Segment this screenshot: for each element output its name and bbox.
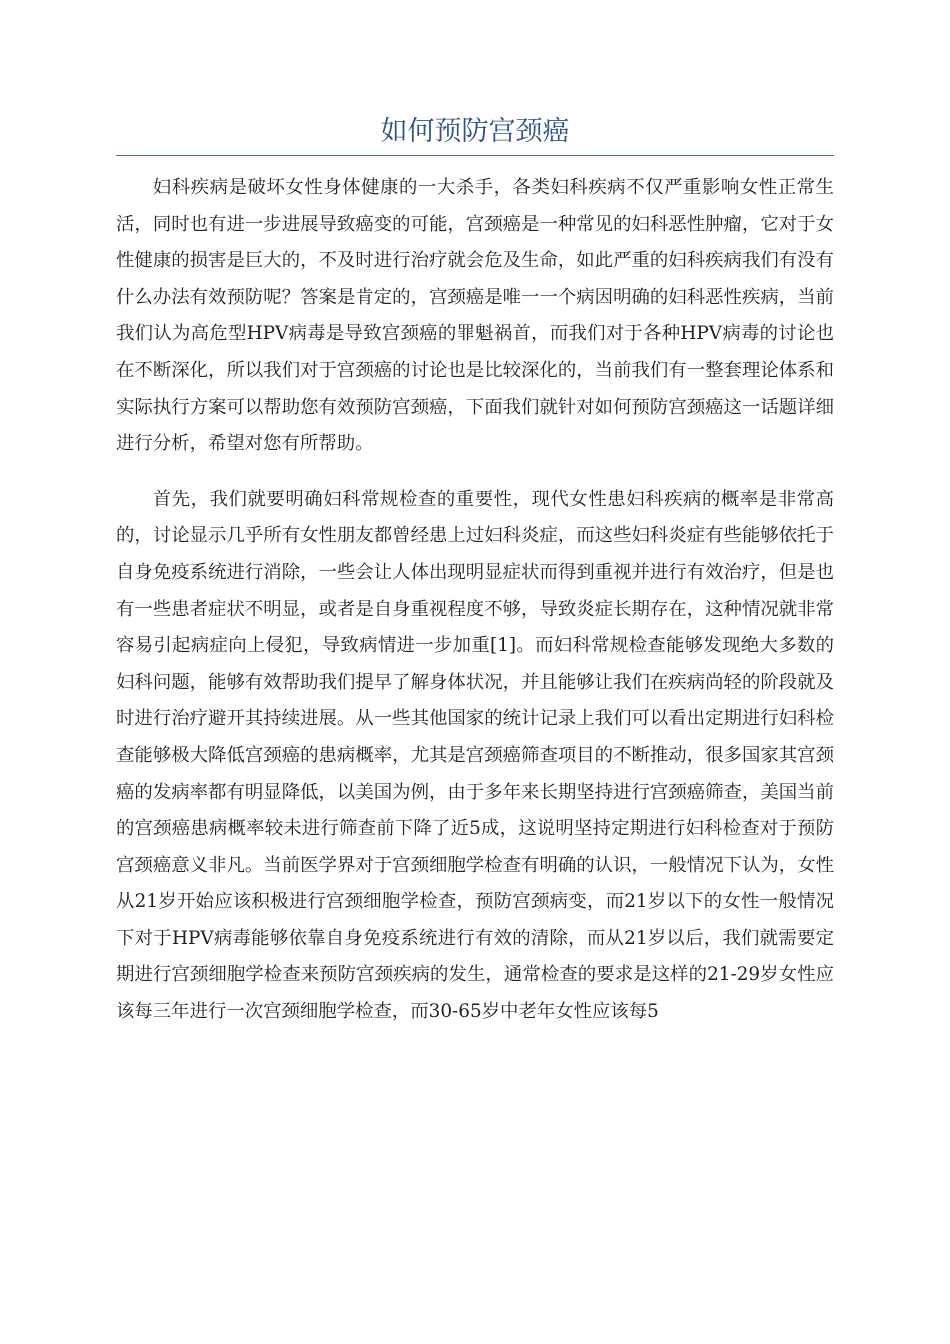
- title-underline: [116, 155, 834, 156]
- document-body: [116, 170, 834, 1031]
- document-title: 如何预防宫颈癌: [380, 116, 570, 147]
- body-paragraph-1: 妇科疾病是破坏女性身体健康的一大杀手，各类妇科疾病不仅严重影响女性正常生活，同时也有进一步进展导致癌变的可能，宫颈癌是一种常见的妇科恶性肿瘤，它对于女性健康的损害是巨大的，不及时进行治疗就会危及生命，如此严重的妇科疾病我们有没有什么办法有效预防呢？答案是肯定的，宫颈癌是唯一一个病因明确的妇科恶性疾病，当前我们认为高危型HPV病毒是导致宫颈癌的罪魁祸首，而我们对于各种HPV病毒的讨论也在不断深化，所以我们对于宫颈癌的讨论也是比较深化的，当前我们有一整套理论体系和实际执行方案可以帮助您有效预防宫颈癌，下面我们就针对如何预防宫颈癌这一话题详细进行分析，希望对您有所帮助。: [116, 177, 834, 455]
- body-paragraph-2: 首先，我们就要明确妇科常规检查的重要性，现代女性患妇科疾病的概率是非常高的，讨论显示几乎所有女性朋友都曾经患上过妇科炎症，而这些妇科炎症有些能够依托于自身免疫系统进行消除，一些会让人体出现明显症状而得到重视并进行有效治疗，但是也有一些患者症状不明显，或者是自身重视程度不够，导致炎症长期存在，这种情况就非常容易引起病症向上侵犯，导致病情进一步加重[1]。而妇科常规检查能够发现绝大多数的妇科问题，能够有效帮助我们提早了解身体状况，并且能够让我们在疾病尚轻的阶段就及时进行治疗避开其持续进展。从一些其他国家的统计记录上我们可以看出定期进行妇科检查能够极大降低宫颈癌的患病概率，尤其是宫颈癌筛查项目的不断推动，很多国家其宫颈癌的发病率都有明显降低，以美国为例，由于多年来长期坚持进行宫颈癌筛查，美国当前的宫颈癌患病概率较未进行筛查前下降了近5成，这说明坚持定期进行妇科检查对于预防宫颈癌意义非凡。当前医学界对于宫颈细胞学检查有明确的认识，一般情况下认为，女性从21岁开始应该积极进行宫颈细胞学检查，预防宫颈病变，而21岁以下的女性一般情况下对于HPV病毒能够依靠自身免疫系统进行有效的清除，而从21岁以后，我们就需要定期进行宫颈细胞学检查来预防宫颈疾病的发生，通常检查的要求是这样的21-29岁女性应该每三年进行一次宫颈细胞学检查，而30-65岁中老年女性应该每5: [116, 488, 834, 1023]
